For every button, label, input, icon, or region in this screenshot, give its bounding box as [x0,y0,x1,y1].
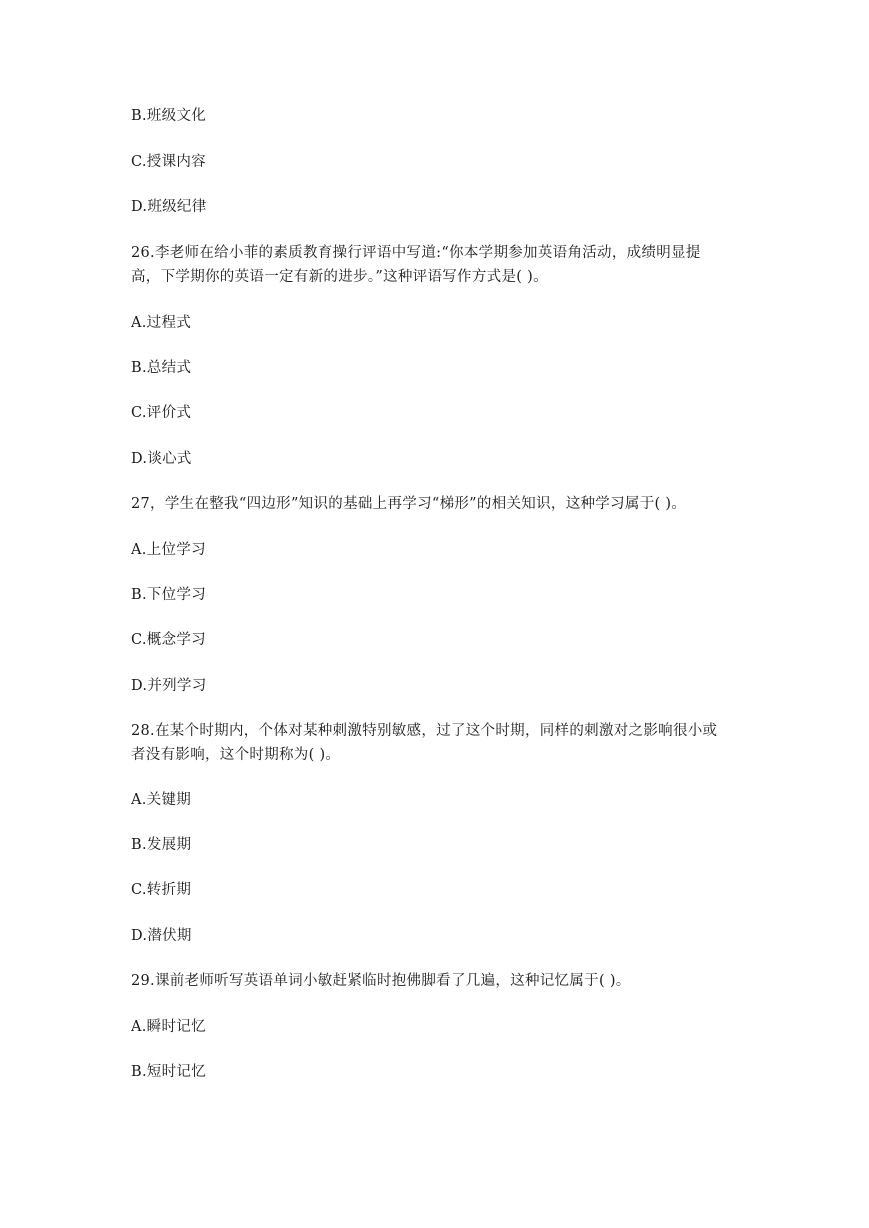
option-b-q29: B.短时记忆 [131,1064,207,1080]
option-a-q28: A.关键期 [131,792,192,808]
option-d-q26: D.谈心式 [131,451,192,467]
option-a-q29: A.瞬时记忆 [131,1019,206,1035]
option-c-q27: C.概念学习 [131,632,206,648]
option-d-q25: D.班级纪律 [131,199,207,215]
question-28-line-2: 者没有影响，这个时期称为( )。 [131,747,341,763]
question-27: 27，学生在整我“四边形”知识的基础上再学习“梯形”的相关知识，这种学习属于( )。 [131,496,687,512]
option-c-q28: C.转折期 [131,882,192,898]
option-d-q27: D.并列学习 [131,678,207,694]
option-b-q25: B.班级文化 [131,108,207,124]
question-26-line-1: 26.李老师在给小菲的素质教育操行评语中写道:“你本学期参加英语角活动，成绩明显提 [131,245,701,261]
option-d-q28: D.潜伏期 [131,928,192,944]
option-a-q26: A.过程式 [131,315,192,331]
option-b-q28: B.发展期 [131,837,192,853]
option-a-q27: A.上位学习 [131,542,206,558]
option-c-q25: C.授课内容 [131,154,206,170]
option-b-q27: B.下位学习 [131,587,207,603]
question-28-line-1: 28.在某个时期内，个体对某种刺激特别敏感，过了这个时期，同样的刺激对之影响很小或 [131,723,718,739]
question-26-line-2: 高，下学期你的英语一定有新的进步。”这种评语写作方式是( )。 [131,269,548,285]
option-b-q26: B.总结式 [131,360,192,376]
option-c-q26: C.评价式 [131,405,192,421]
question-29: 29.课前老师听写英语单词小敏赶紧临时抱佛脚看了几遍，这种记忆属于( )。 [131,973,631,989]
